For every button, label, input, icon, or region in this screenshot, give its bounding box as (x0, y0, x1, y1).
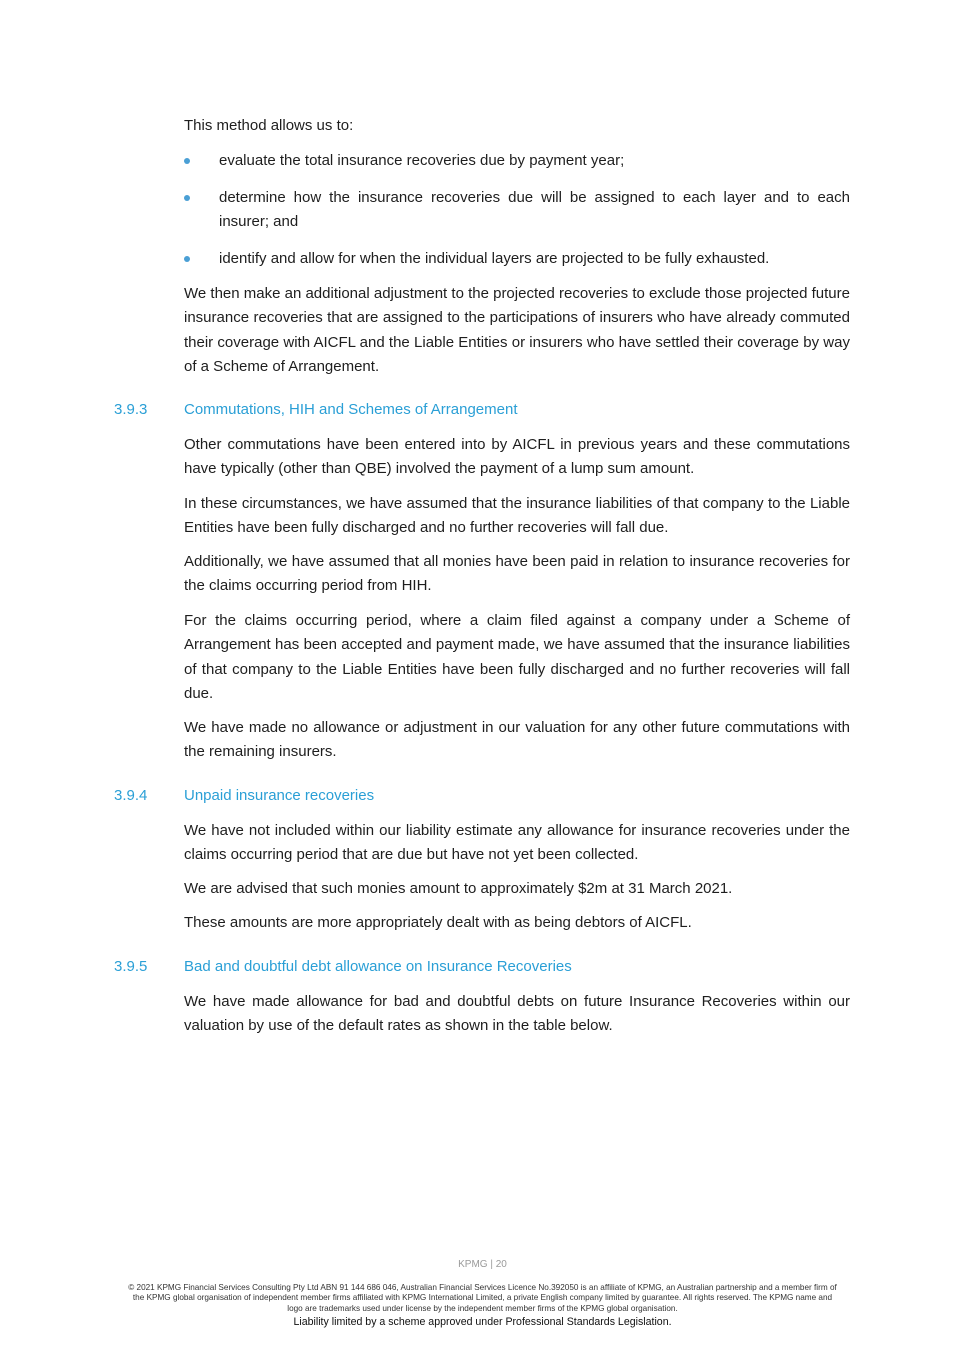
page-number: KPMG | 20 (458, 1259, 507, 1270)
bullet-dot-icon (184, 195, 190, 201)
adjustment-paragraph: We then make an additional adjustment to the projected recoveries to exclude those projected future insurance recoveries that are assigned to the participations of insurers who have already commuted their coverage with AICFL and the Liable Entities or insurers who have settled their coverage by way of a Scheme of Arrangement. (184, 285, 850, 375)
paragraph: In these circumstances, we have assumed that the insurance liabilities of that company to the Liable Entities have been fully discharged and no further recoveries will fall due. (184, 495, 850, 537)
paragraph: We have not included within our liability estimate any allowance for insurance recoveries under the claims occurring period that are due but have not yet been collected. (184, 822, 850, 864)
paragraph: Additionally, we have assumed that all monies have been paid in relation to insurance recoveries for the claims occurring period from HIH. (184, 553, 850, 595)
bullet-dot-icon (184, 158, 190, 164)
paragraph: These amounts are more appropriately dealt with as being debtors of AICFL. (184, 914, 692, 931)
paragraph: We have made allowance for bad and doubtful debts on future Insurance Recoveries within our valuation by use of the default rates as shown in the table below. (184, 993, 850, 1035)
legal-notice: © 2021 KPMG Financial Services Consulting Pty Ltd ABN 91 144 686 046, Australian Financial Services Licence No.392050 is an affiliate of KPMG, an Australian partnership and a member firm of the KPMG global organisation of independent member firms affiliated with KPMG International Limited, a private English company limited by guarantee. All rights reserved. The KPMG name and logo are trademarks used under license by the independent member firms of the KPMG global organisation. (128, 1283, 837, 1313)
paragraph: We have made no allowance or adjustment in our valuation for any other future commutations with the remaining insurers. (184, 719, 850, 761)
bullet-dot-icon (184, 256, 190, 262)
paragraph: We are advised that such monies amount to approximately $2m at 31 March 2021. (184, 880, 733, 897)
paragraph: Other commutations have been entered into by AICFL in previous years and these commutations have typically (other than QBE) involved the payment of a lump sum amount. (184, 436, 850, 478)
paragraph: For the claims occurring period, where a claim filed against a company under a Scheme of Arrangement has been accepted and payment made, we have assumed that the insurance liabilities of that company to the Liable Entities have been fully discharged and no further recoveries will fall due. (184, 612, 850, 702)
intro-text: This method allows us to: (184, 117, 354, 134)
liability-notice: Liability limited by a scheme approved under Professional Standards Legislation. (293, 1316, 672, 1328)
